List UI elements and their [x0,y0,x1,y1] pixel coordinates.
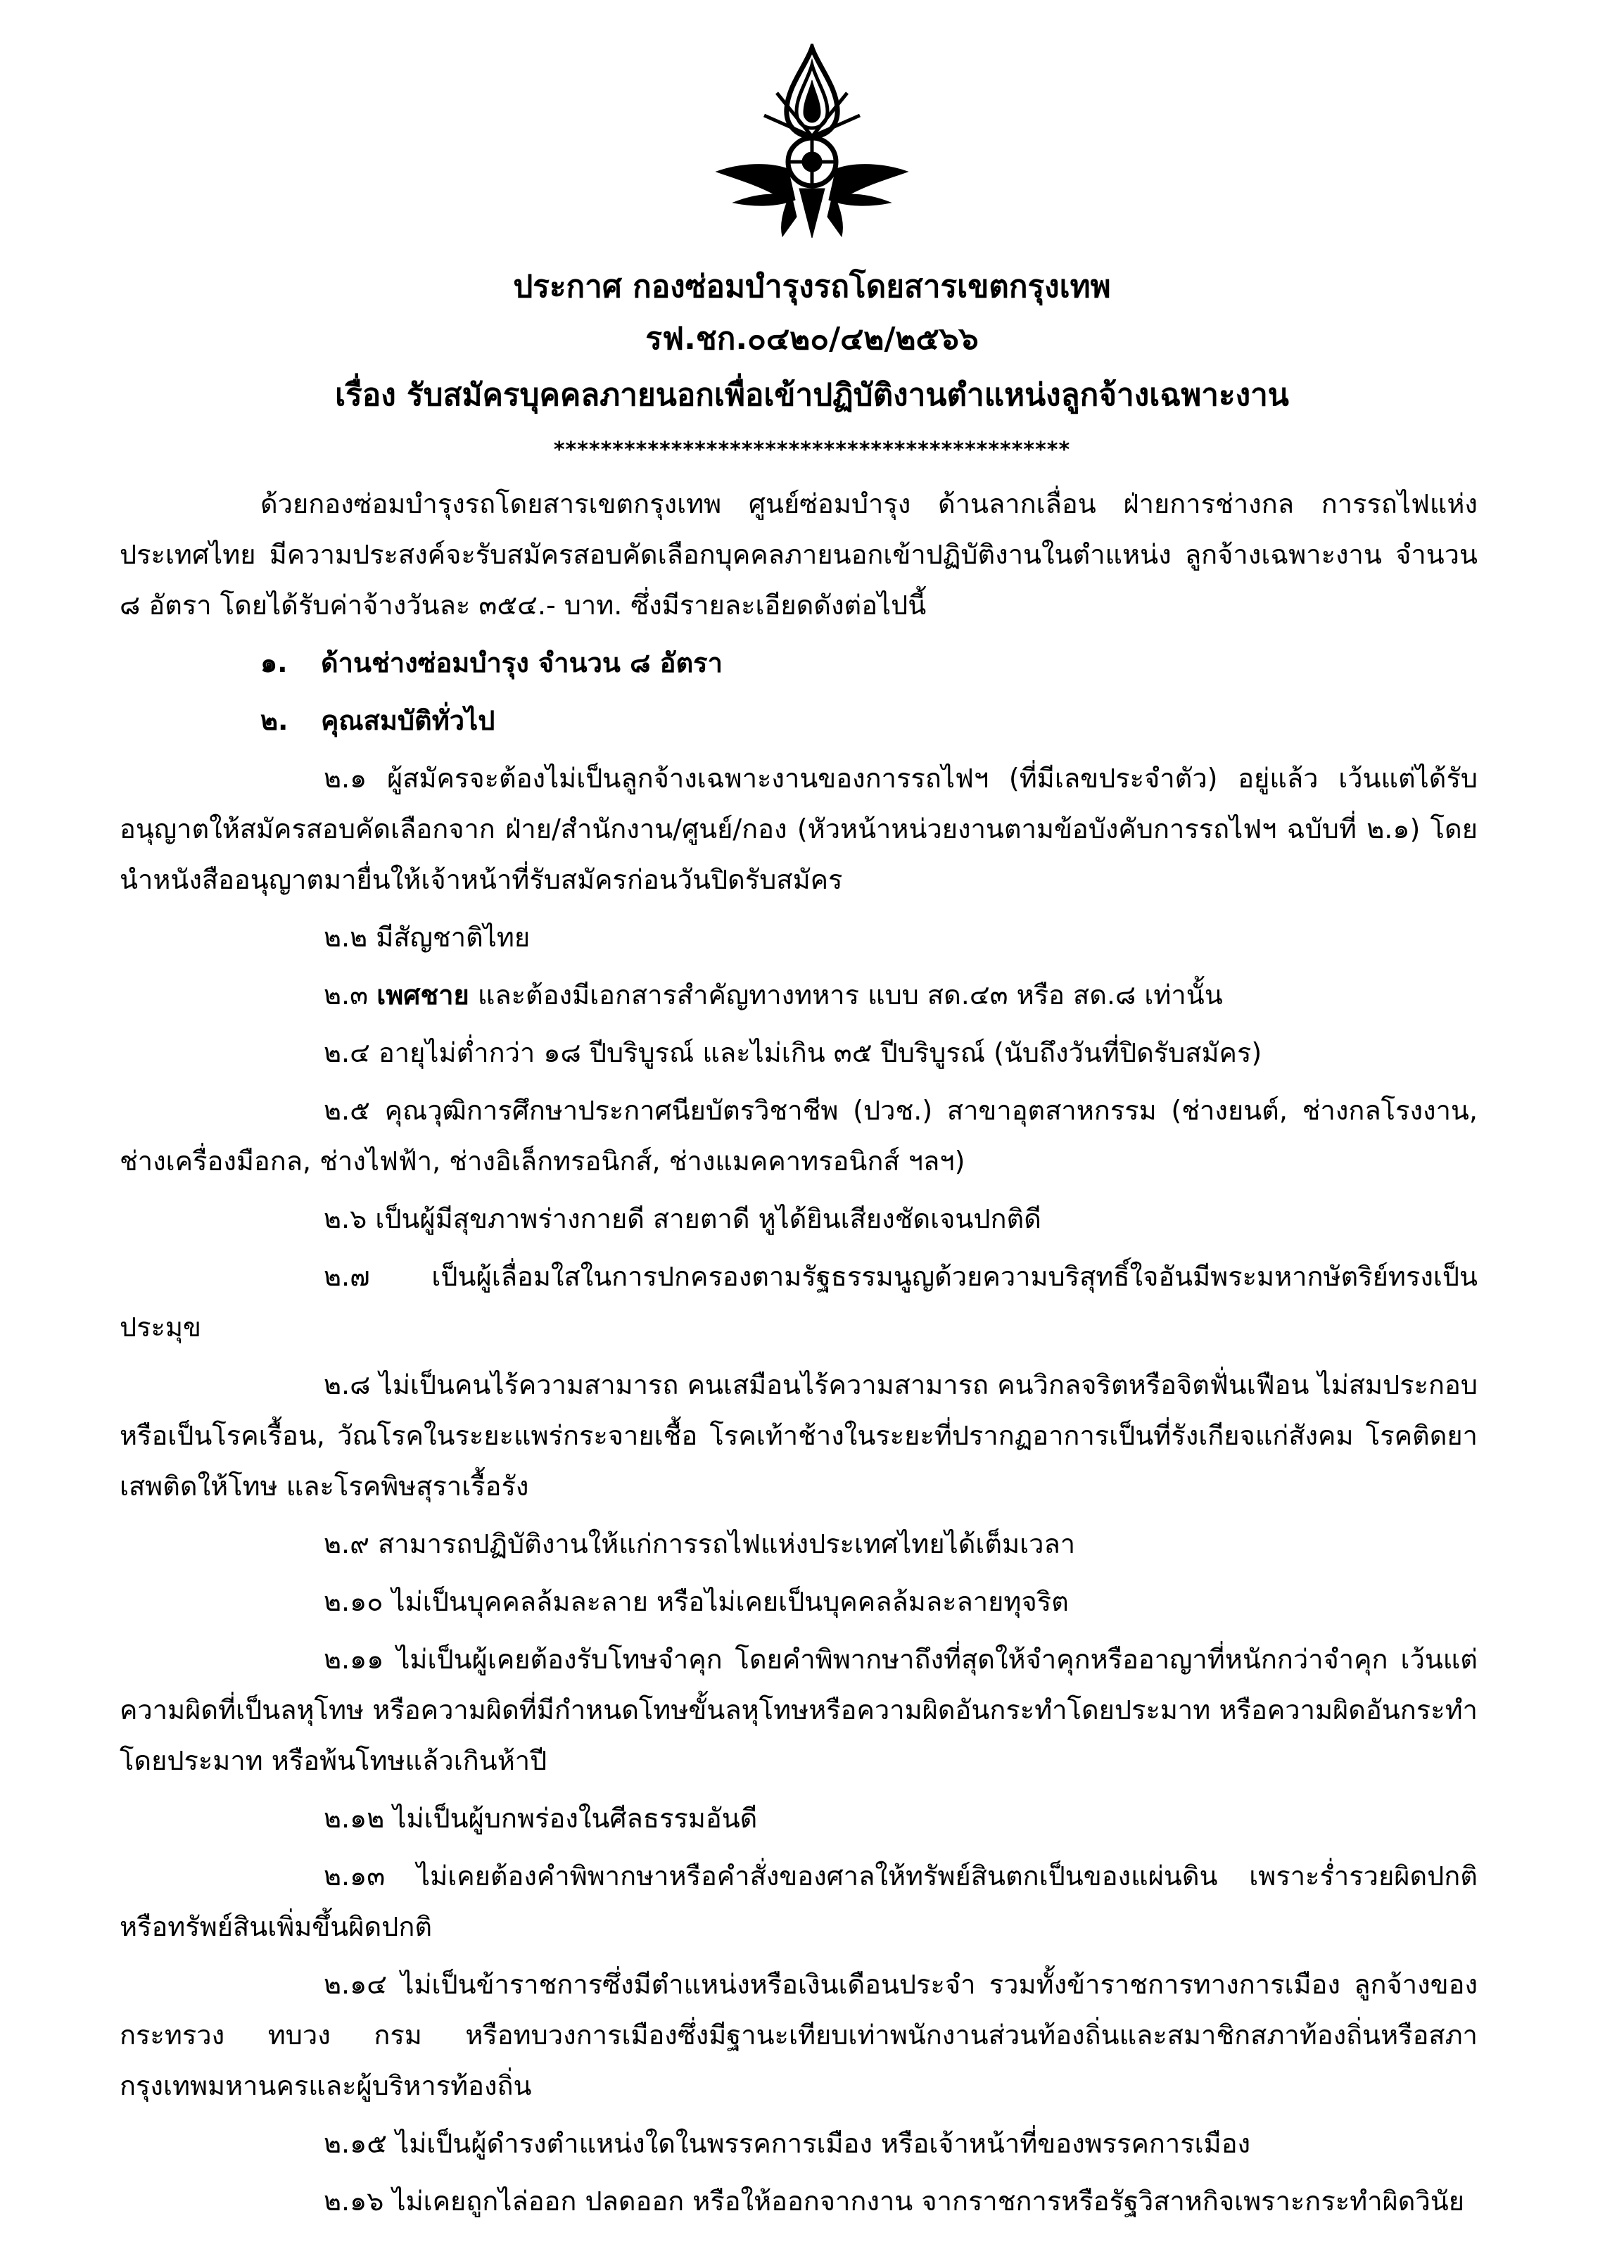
section-label: ด้านช่างซ่อมบำรุง จำนวน ๘ อัตรา [321,647,723,678]
item-text: ไม่เป็นบุคคลล้มละลาย หรือไม่เคยเป็นบุคคลล้มละลายทุจริต [391,1586,1069,1617]
item-text: ไม่เป็นคนไร้ความสามารถ คนเสมือนไร้ความสามารถ คนวิกลจริตหรือจิตฟั่นเฟือน ไม่สมประกอบหรือเป็นโรคเรื้อน, วัณโรคในระยะแพร่กระจายเชื้อ โรคเท้าช้างในระยะที่ปรากฏอาการเป็นที่รังเกียจแก่สังคม โรคติดยาเสพติดให้โทษ และโรคพิษสุราเรื้อรัง [120,1369,1478,1502]
item-number: ๒.๖ [324,1203,367,1234]
announcement-body [120,479,1478,2234]
list-item [120,1519,1478,1569]
item-text: ไม่เป็นผู้เคยต้องรับโทษจำคุก โดยคำพิพากษาถึงที่สุดให้จำคุกหรืออาญาที่หนักกว่าจำคุก เว้นแต่ความผิดที่เป็นลหุโทษ หรือความผิดที่มีกำหนดโทษขั้นลหุโทษหรือความผิดอันกระทำโดยประมาท หรือความผิดอันกระทำโดยประมาท หรือพ้นโทษแล้วเกินห้าปี [120,1644,1478,1776]
item-text: ไม่เป็นผู้ดำรงตำแหน่งใดในพรรคการเมือง หรือเจ้าหน้าที่ของพรรคการเมือง [395,2128,1251,2159]
list-item [120,2176,1478,2226]
item-text: อายุไม่ต่ำกว่า ๑๘ ปีบริบูรณ์ และไม่เกิน ๓๕ ปีบริบูรณ์ (นับถึงวันที่ปิดรับสมัคร) [378,1037,1262,1068]
section-label: คุณสมบัติทั่วไป [321,705,495,736]
item-bold-text: เพศชาย [376,980,469,1011]
list-item [120,1851,1478,1952]
list-item [120,970,1478,1020]
section-2-heading [120,695,1478,746]
section-number: ๒. [260,705,288,736]
item-text: ไม่เคยถูกไล่ออก ปลดออก หรือให้ออกจากงาน จากราชการหรือรัฐวิสาหกิจเพราะกระทำผิดวินัย [392,2186,1465,2217]
item-number: ๒.๑๓ [324,1861,386,1892]
list-item [120,1360,1478,1512]
item-number: ๒.๑๒ [324,1803,385,1834]
subject-line: เรื่อง รับสมัครบุคคลภายนอกเพื่อเข้าปฏิบัติงานตำแหน่งลูกจ้างเฉพาะงาน [335,377,1289,413]
list-item [120,1634,1478,1786]
item-number: ๒.๑ [324,763,367,794]
list-item [120,1576,1478,1627]
list-item [120,1027,1478,1078]
item-text: เป็นผู้เลื่อมใสในการปกครองตามรัฐธรรมนูญด้วยความบริสุทธิ์ใจอันมีพระมหากษัตริย์ทรงเป็นประมุข [120,1261,1478,1343]
item-number: ๒.๓ [324,980,369,1011]
intro-paragraph: ด้วยกองซ่อมบำรุงรถโดยสารเขตกรุงเทพ ศูนย์ซ่อมบำรุง ด้านลากเลื่อน ฝ่ายการช่างกล การรถไฟแห่งประเทศไทย มีความประสงค์จะรับสมัครสอบคัดเลือกบุคคลภายนอกเข้าปฏิบัติงานในตำแหน่ง ลูกจ้างเฉพาะงาน จำนวน ๘ อัตรา โดยได้รับค่าจ้างวันละ ๓๕๔.- บาท. ซึ่งมีรายละเอียดดังต่อไปนี้ [120,488,1478,621]
list-item [120,1959,1478,2111]
reference-number: รฟ.ชก.๐๔๒๐/๔๒/๒๕๖๖ [645,321,979,357]
item-number: ๒.๑๕ [324,2128,388,2159]
list-item [120,2118,1478,2169]
item-number: ๒.๑๔ [324,1969,388,2000]
item-text: ไม่เป็นข้าราชการซึ่งมีตำแหน่งหรือเงินเดือนประจำ รวมทั้งข้าราชการทางการเมือง ลูกจ้างของกระทรวง ทบวง กรม หรือทบวงการเมืองซึ่งมีฐานะเทียบเท่าพนักงานส่วนท้องถิ่นและสมาชิกสภาท้องถิ่นหรือสภากรุงเทพมหานครและผู้บริหารท้องถิ่น [120,1969,1478,2101]
winged-wheel-emblem-icon [712,44,912,241]
item-number: ๒.๒ [324,922,368,953]
announcement-title: ประกาศ กองซ่อมบำรุงรถโดยสารเขตกรุงเทพ [513,269,1111,305]
item-text: มีสัญชาติไทย [376,922,531,953]
item-text: ผู้สมัครจะต้องไม่เป็นลูกจ้างเฉพาะงานของการรถไฟฯ (ที่มีเลขประจำตัว) อยู่แล้ว เว้นแต่ได้รับอนุญาตให้สมัครสอบคัดเลือกจาก ฝ่าย/สำนักงาน/ศูนย์/กอง (หัวหน้าหน่วยงานตามข้อบังคับการรถไฟฯ ฉบับที่ ๒.๑) โดยนำหนังสืออนุญาตมายื่นให้เจ้าหน้าที่รับสมัครก่อนวันปิดรับสมัคร [120,763,1478,895]
star-divider: ******************************************** [553,438,1071,462]
item-text: คุณวุฒิการศึกษาประกาศนียบัตรวิชาชีพ (ปวช.) สาขาอุตสาหกรรม (ช่างยนต์, ช่างกลโรงงาน, ช่างเครื่องมือกล, ช่างไฟฟ้า, ช่างอิเล็กทรอนิกส์, ช่างแมคคาทรอนิกส์ ฯลฯ) [120,1095,1478,1177]
item-text: เป็นผู้มีสุขภาพร่างกายดี สายตาดี หูได้ยินเสียงชัดเจนปกติดี [375,1203,1041,1234]
item-number: ๒.๑๐ [324,1586,383,1617]
list-item [120,912,1478,963]
item-number: ๒.๑๖ [324,2186,384,2217]
item-number: ๒.๘ [324,1369,371,1400]
item-number: ๒.๙ [324,1528,369,1559]
list-item [120,1793,1478,1844]
list-item [120,753,1478,905]
section-1-heading [120,638,1478,688]
list-item [120,1085,1478,1186]
item-number: ๒.๑๑ [324,1644,384,1675]
list-item [120,1193,1478,1244]
section-number: ๑. [260,647,288,678]
item-text: ไม่เป็นผู้บกพร่องในศีลธรรมอันดี [393,1803,758,1834]
item-number: ๒.๕ [324,1095,370,1126]
item-text: ไม่เคยต้องคำพิพากษาหรือคำสั่งของศาลให้ทรัพย์สินตกเป็นของแผ่นดิน เพราะร่ำรวยผิดปกติ หรือทรัพย์สินเพิ่มขึ้นผิดปกติ [120,1861,1478,1942]
item-text: สามารถปฏิบัติงานให้แก่การรถไฟแห่งประเทศไทยได้เต็มเวลา [378,1528,1076,1559]
item-number: ๒.๗ [324,1261,370,1292]
list-item [120,1251,1478,1352]
item-number: ๒.๔ [324,1037,370,1068]
item-text: และต้องมีเอกสารสำคัญทางทหาร แบบ สด.๔๓ หรือ สด.๘ เท่านั้น [477,980,1223,1011]
